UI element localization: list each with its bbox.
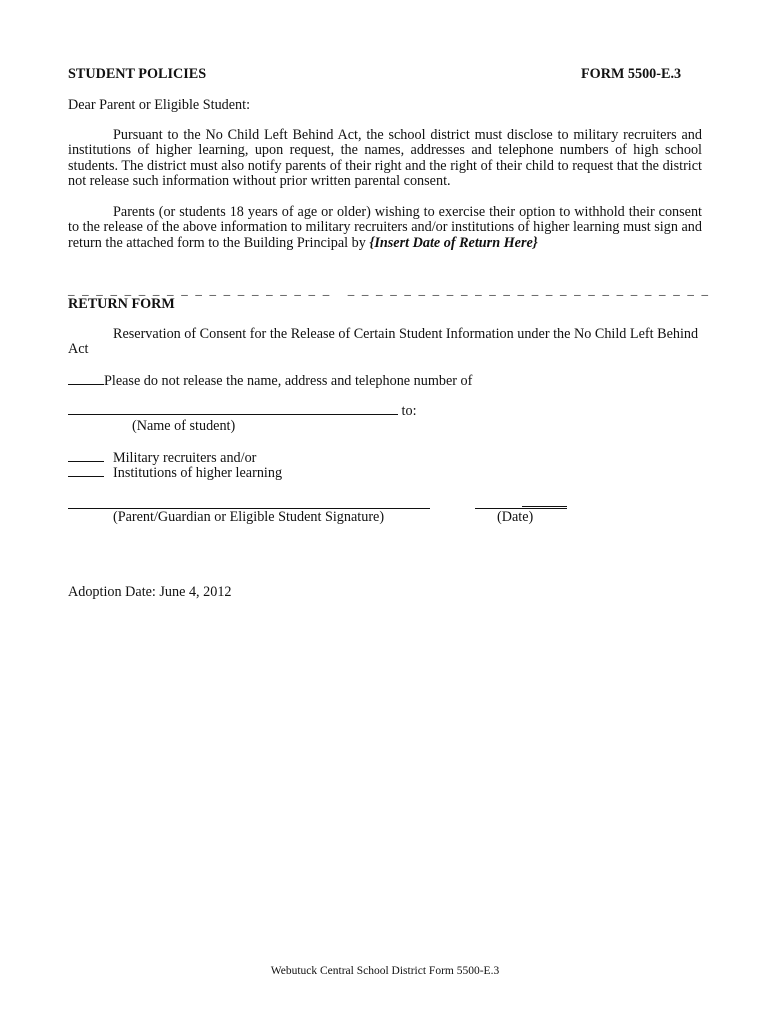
release-instruction-text: Please do not release the name, address and telephone number of (104, 373, 473, 389)
policy-section-title: STUDENT POLICIES (68, 66, 207, 82)
release-instruction-line (68, 372, 472, 389)
option-military-label: Military recruiters and/or (113, 450, 257, 466)
withhold-consent-text: Parents (or students 18 years of age or older) wishing to exercise their option to withhold their consent to the release of the above information to military recruiters and/or institutions of higher learning must sign and return the attached form to the Building Principal by (68, 204, 702, 251)
date-field-underline (522, 506, 567, 507)
signature-caption: (Parent/Guardian or Eligible Student Signature) (113, 509, 385, 525)
student-name-caption: (Name of student) (132, 418, 236, 434)
withhold-consent-paragraph (68, 205, 702, 251)
salutation: Dear Parent or Eligible Student: (68, 97, 251, 113)
return-date-placeholder: {Insert Date of Return Here} (369, 234, 538, 251)
adoption-date: Adoption Date: June 4, 2012 (68, 584, 232, 600)
return-form-title: RETURN FORM (68, 296, 175, 312)
option-institutions-label: Institutions of higher learning (113, 465, 283, 481)
option-higher-learning (68, 464, 282, 481)
release-check-blank[interactable] (68, 372, 104, 385)
date-caption: (Date) (497, 509, 534, 525)
student-name-field[interactable] (68, 402, 398, 415)
institutions-check-blank[interactable] (68, 464, 104, 477)
disclosure-paragraph: Pursuant to the No Child Left Behind Act, the school district must disclose to military recruiters and institutions of higher learning, upon request, the names, addresses and telephone numbers of high school students. The district must also notify parents of their right and the right of their child to request that the district not release such information without prior written parental consent. (68, 127, 702, 190)
cut-separator: _ _ _ _ _ _ _ _ _ _ _ _ _ _ _ _ _ _ _ _ _ _ _ _ _ _ _ _ _ _ _ _ _ _ _ _ _ _ _ _ _ _ _ _ _ (68, 282, 711, 297)
student-name-line (68, 402, 417, 419)
form-number: FORM 5500-E.3 (581, 66, 682, 82)
military-check-blank[interactable] (68, 449, 104, 462)
reservation-statement: Reservation of Consent for the Release of Certain Student Information under the No Child Left Behind Act (68, 326, 699, 358)
page-footer: Webutuck Central School District Form 5500-E.3 (270, 965, 500, 977)
to-label: to: (398, 403, 417, 419)
